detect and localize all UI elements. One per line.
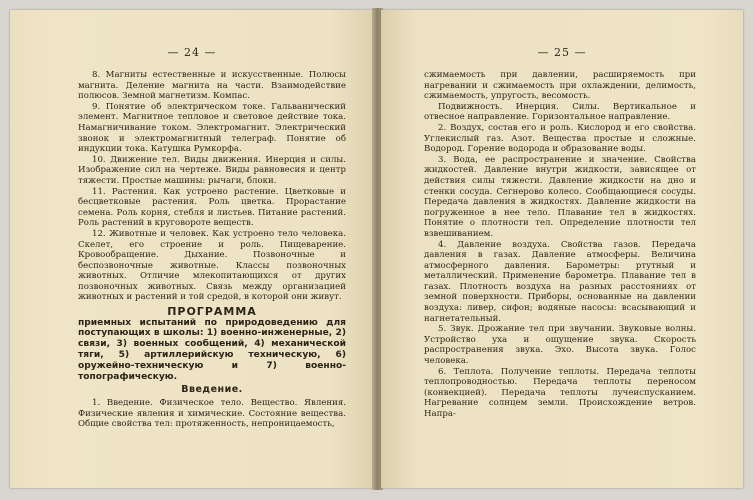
paragraph: 2. Воздух, состав его и роль. Кислород и его свойства. Углекислый газ. Азот. Вещества простые и сложные. Водород. Горение водорода и образование воды. [424,122,696,155]
paragraph: 5. Звук. Дрожание тел при звучании. Звуковые волны. Устройство уха и ощущение звука. Скорость распространения звука. Эхо. Высота звука. Голос человека. [424,324,696,367]
paragraph: Подвижность. Инерция. Силы. Вертикальное и отвесное направление. Горизонтальное направление. [424,101,696,123]
paragraph: 9. Понятие об электрическом токе. Гальванический элемент. Магнитное тепловое и световое действие тока. Намагничивание током. Электромагнит. Электрический звонок и электромагнитный телеграф. Понятие об индукции тока. Катушка Румкорфа. [78,101,346,155]
section-heading: Введение. [181,384,243,396]
paragraph: 12. Животные и человек. Как устроено тело человека. Скелет, его строение и роль. Пищеварение. Кровообращение. Дыхание. Позвоночные и беспозвоночные животные. Классы позвоночных животных. Отличие млекопитающихся от других позвоночных животных. Связь между организацией животных и растений и той средой, в которой они живут. [78,228,346,303]
page-body [78,70,346,430]
paragraph: 3. Вода, ее распространение и значение. Свойства жидкостей. Давление внутри жидкости, зависящее от действия силы тяжести. Давление жидкости на дно и стенки сосуда. Сегнерово колесо. Сообщающиеся сосуды. Передача давления в жидкостях. Давление жидкости на погруженное в нее тело. Плавание тел в жидкостях. Понятие о плотности тел. Определение плотности тел взвешиванием. [424,154,696,239]
paragraph: 1. Введение. Физическое тело. Вещество. Явления. Физические явления и химические. Состояние вещества. Общие свойства тел: протяженность, непроницаемость, [78,398,346,430]
paragraph: 6. Теплота. Получение теплоты. Передача теплоты теплопроводностью. Передача теплоты переносом (конвекцией). Передача теплоты лучеиспусканием. Нагревание солнцем земли. Происхождение ветров. Напра- [424,366,696,419]
paragraph: 4. Давление воздуха. Свойства газов. Передача давления в газах. Давление атмосферы. Величина атмосферного давления. Барометры: ртутный и металлический. Применение барометра. Плавание тел в газах. Плотность воздуха на разных расстояниях от земной поверхности. Приборы, основанные на давлении воздуха: ливер, сифон; водяные насосы: всасывающий и нагнетательный. [424,239,696,324]
paragraph: 11. Растения. Как устроено растение. Цветковые и бесцветковые растения. Роль цветка. Прорастание семена. Роль корня, стебля и листьев. Питание растений. Роль растений в круговороте веществ. [78,186,346,229]
programme-heading: ПРОГРАММА [167,305,257,319]
paragraph: 10. Движение тел. Виды движения. Инерция и силы. Изображение сил на чертеже. Виды равновесия и центр тяжести. Простые машины: рычаги, блоки. [78,154,346,186]
programme-subheading: приемных испытаний по природоведению для поступающих в школы: 1) военно-инженерные, 2) связи, 3) военных сообщений, 4) механической тяги, 5) артиллерийскую техническую, 6) оружейно-техническую и 7) военно-топографическую. [78,317,346,382]
page-number: — 24 — [167,46,217,59]
left-page [10,10,374,488]
paragraph: 8. Магниты естественные и искусственные. Полюсы магнита. Деление магнита на части. Взаимодействие полюсов. Земной магнетизм. Компас. [78,70,346,102]
paragraph-continuation: сжимаемость при давлении, расширяемость при нагревании и сжимаемость при охлаждении, делимость, сжимаемость, упругость, весомость. [424,70,696,102]
page-body [424,70,696,420]
page-number: — 25 — [537,46,587,59]
right-page [381,10,743,488]
